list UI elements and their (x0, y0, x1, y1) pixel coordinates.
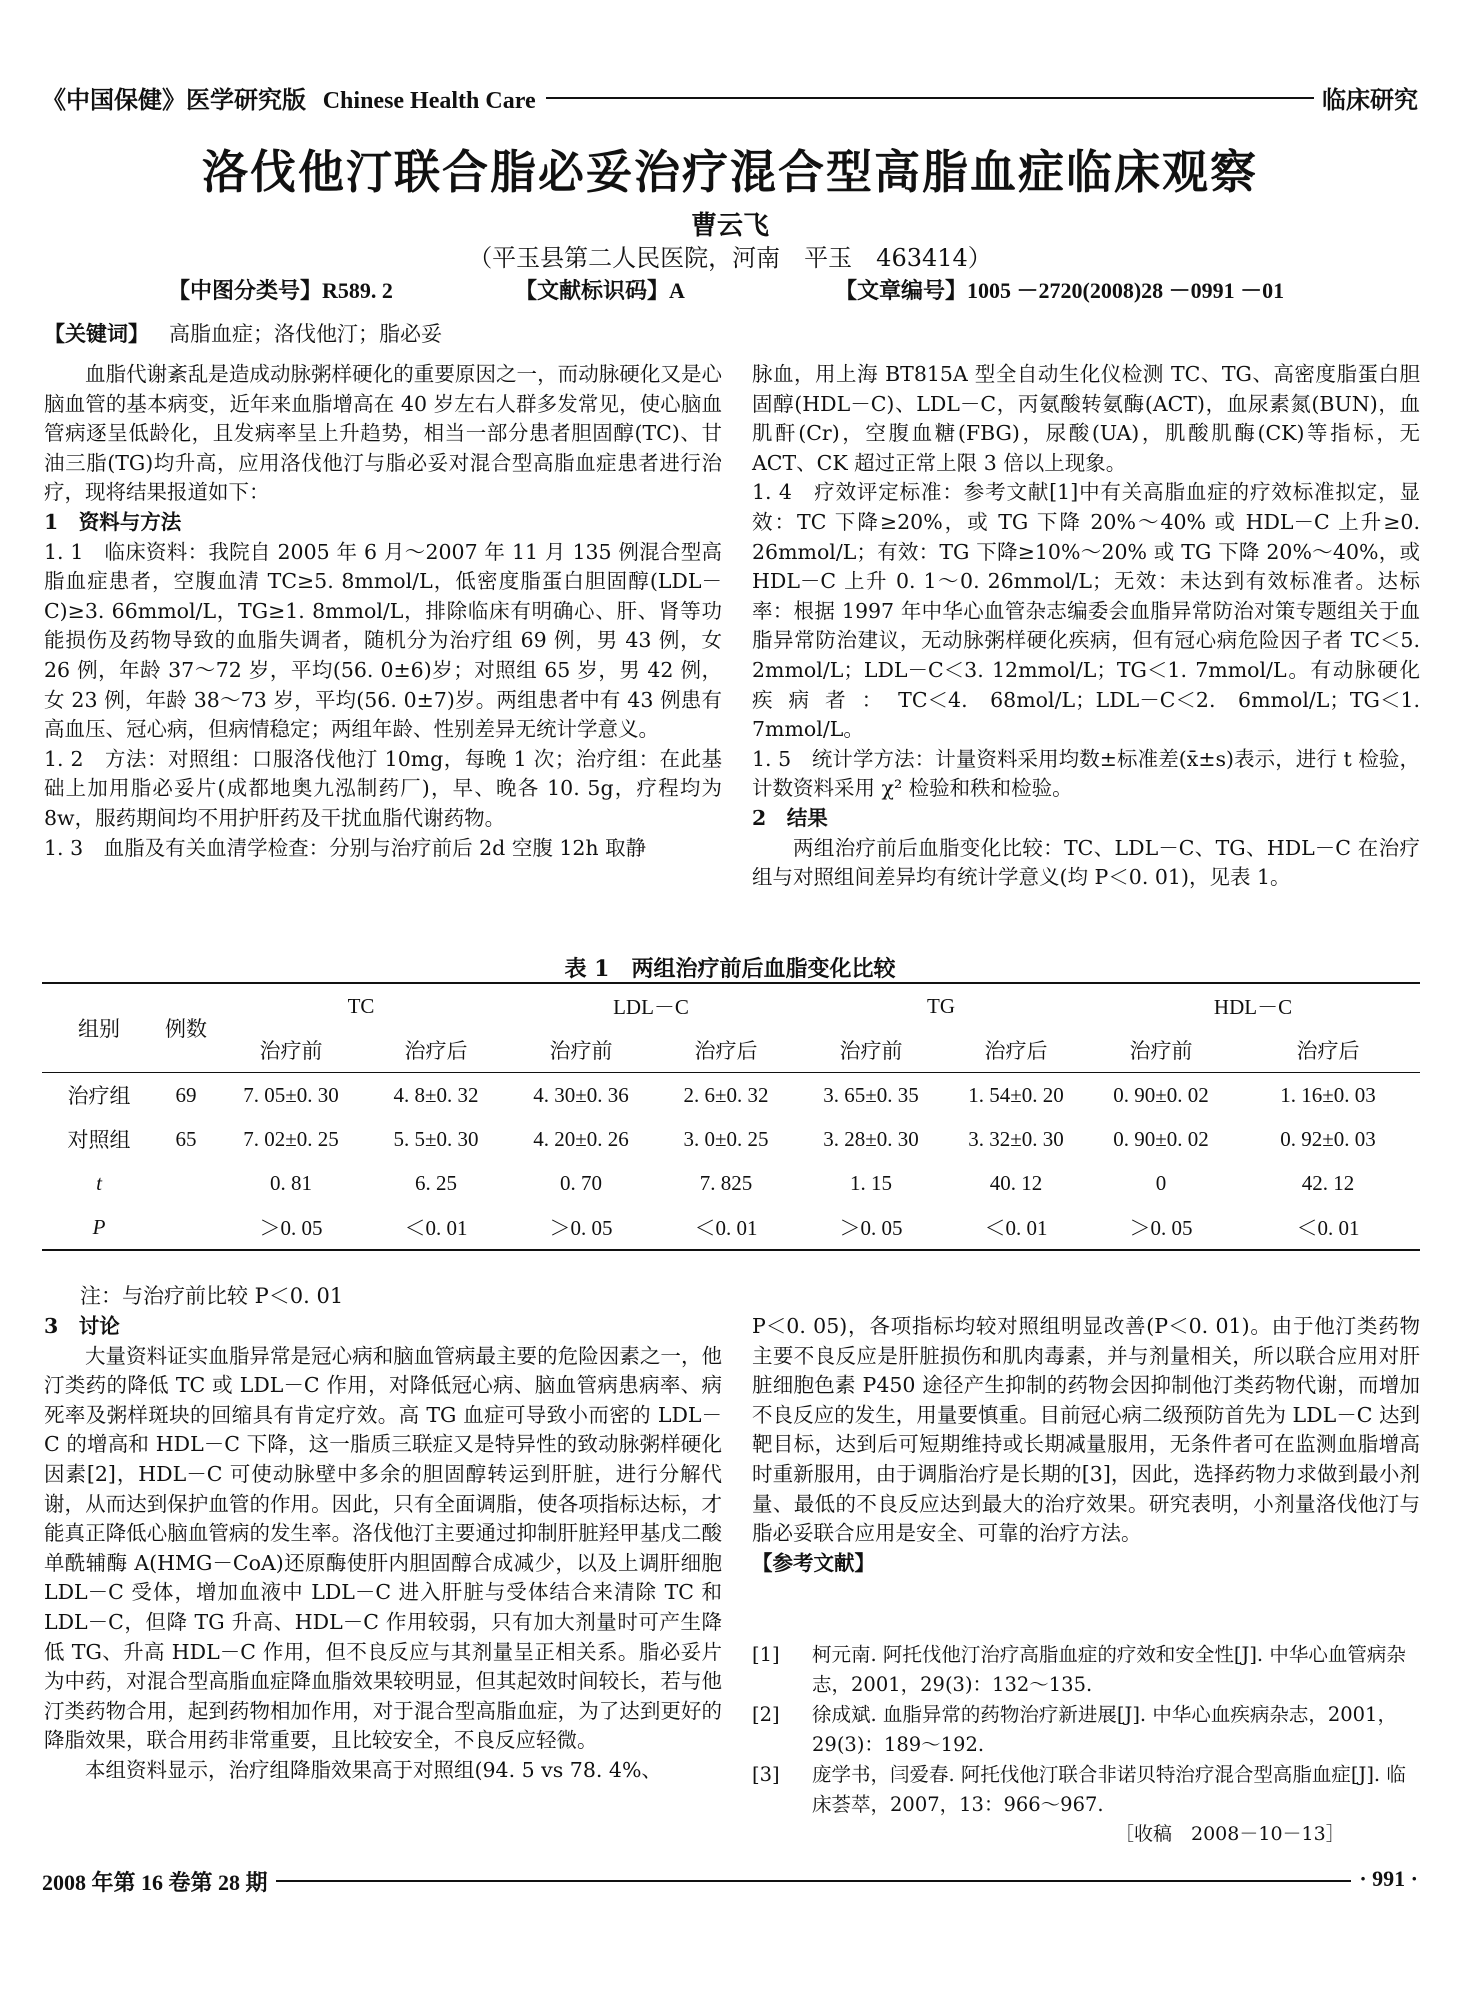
paragraph: 1. 4 疗效评定标准：参考文献[1]中有关高脂血症的疗效标准拟定，显效：TC 下降≥20%，或 TG 下降 20%～40% 或 HDL－C 上升≥0. 26mmol/L；有效：TG 下降≥10%～20% 或 TG 下降 20%～40%，或 HDL－C 上升 0. 1～0. 26mmol/L；无效：未达到有效标准者。达标率：根据 1997 年中华心血管杂志编委会血脂异常防治对策专题组关于血脂异常防治建议，无动脉粥样硬化疾病，但有冠心病危险因子者 TC＜5. 2mmol/L；LDL－C＜3. 12mmol/L；TG＜1. 7mmol/L。有动脉硬化疾病者：TC＜4. 68mol/L；LDL－C＜2. 6mmol/L；TG＜1. 7mmol/L。 (752, 480, 1420, 742)
table-row (42, 1161, 1420, 1205)
table-cell: 1. 15 (850, 1170, 892, 1195)
subheader-before: 治疗前 (216, 1028, 366, 1073)
article-number: 【文章编号】1005 －2720(2008)28 －0991 －01 (835, 278, 1285, 303)
document-code: 【文献标识码】A (515, 278, 685, 303)
reference-item (752, 1640, 1420, 1700)
left-column-lower (44, 1312, 722, 1786)
header-group: 组别 (42, 983, 156, 1073)
row-count (156, 1205, 216, 1250)
section-name: 临床研究 (1314, 80, 1418, 115)
table-cell: 40. 12 (989, 1170, 1043, 1195)
table-cell: 3. 65±0. 35 (823, 1082, 919, 1107)
lipid-comparison-table (42, 982, 1420, 1251)
clc-number: 【中图分类号】R589. 2 (168, 278, 393, 303)
table-row (42, 1205, 1420, 1250)
subheader-after: 治疗后 (366, 1028, 506, 1073)
reference-text: 柯元南. 阿托伐他汀治疗高脂血症的疗效和安全性[J]. 中华心血管病杂志，2001，29(3)：132～135. (812, 1643, 1406, 1696)
subheader-before: 治疗前 (796, 1028, 946, 1073)
reference-text: 徐成斌. 血脂异常的药物治疗新进展[J]. 中华心血疾病杂志，2001，29(3)：189～192. (812, 1703, 1397, 1756)
table-cell: 5. 5±0. 30 (393, 1126, 479, 1151)
reference-item (752, 1700, 1420, 1760)
table-cell: 4. 30±0. 36 (533, 1082, 629, 1107)
subheader-before: 治疗前 (506, 1028, 656, 1073)
table-cell: 0. 70 (560, 1170, 602, 1195)
keywords-label: 【关键词】 (44, 321, 149, 346)
table-row (42, 1073, 1420, 1118)
paragraph: 大量资料证实血脂异常是冠心病和脑血管病最主要的危险因素之一，他汀类药的降低 TC 或 LDL－C 作用，对降低冠心病、脑血管病患病率、病死率及粥样斑块的回缩具有肯定疗效。高 TG 血症可导致小而密的 LDL－C 的增高和 HDL－C 下降，这一脂质三联症又是特异性的致动脉粥样硬化因素[2]，HDL－C 可使动脉壁中多余的胆固醇转运到肝脏，进行分解代谢，从而达到保护血管的作用。因此，只有全面调脂，使各项指标达标，才能真正降低心脑血管病的发生率。洛伐他汀主要通过抑制肝脏羟甲基戊二酸单酰辅酶 A(HMG－CoA)还原酶使肝内胆固醇合成减少，以及上调肝细胞 LDL－C 受体，增加血液中 LDL－C 进入肝脏与受体结合来清除 TC 和 LDL－C，但降 TG 升高、HDL－C 作用较弱，只有加大剂量时可产生降低 TG、升高 HDL－C 作用，但不良反应与其剂量呈正相关系。脂必妥片为中药，对混合型高脂血症降血脂效果较明显，但其起效时间较长，若与他汀类药物合用，起到药物相加作用，对于混合型高脂血症，为了达到更好的降脂效果，联合用药非常重要，且比较安全，不良反应轻微。 (44, 1343, 722, 1753)
table-cell: ＞0. 05 (1086, 1205, 1236, 1250)
table-cell: 3. 0±0. 25 (683, 1126, 769, 1151)
keywords-text: 高脂血症；洛伐他汀；脂必妥 (169, 322, 443, 346)
header-hdl: HDL－C (1086, 983, 1420, 1028)
paragraph: 两组治疗前后血脂变化比较：TC、LDL－C、TG、HDL－C 在治疗组与对照组间差异均有统计学意义(均 P＜0. 01)，见表 1。 (752, 835, 1420, 890)
paragraph: 脉血，用上海 BT815A 型全自动生化仪检测 TC、TG、高密度脂蛋白胆固醇(HDL－C)、LDL－C，丙氨酸转氨酶(ACT)，血尿素氮(BUN)，血肌酐(Cr)，空腹血糖(FBG)，尿酸(UA)，肌酸肌酶(CK)等指标，无 ACT、CK 超过正常上限 3 倍以上现象。 (752, 362, 1420, 475)
table-cell: 1. 16±0. 03 (1280, 1082, 1376, 1107)
row-label: 对照组 (67, 1128, 131, 1152)
issue-info: 2008 年第 16 卷第 28 期 (42, 1866, 276, 1897)
table-cell: ＜0. 01 (946, 1205, 1086, 1250)
table-cell: 6. 25 (415, 1170, 457, 1195)
row-label: 治疗组 (67, 1084, 131, 1108)
header-count: 例数 (156, 983, 216, 1073)
table-cell: ＞0. 05 (216, 1205, 366, 1250)
reference-item (752, 1760, 1420, 1820)
keywords (44, 318, 442, 348)
author-affiliation: （平玉县第二人民医院，河南 平玉 463414） (468, 244, 992, 272)
table-cell: 4. 8±0. 32 (393, 1082, 479, 1107)
table-cell: 7. 05±0. 30 (243, 1082, 339, 1107)
table-cell: 3. 28±0. 30 (823, 1126, 919, 1151)
right-column-upper (752, 360, 1420, 893)
header-ldl: LDL－C (506, 983, 796, 1028)
reference-text: 庞学书，闫爱春. 阿托伐他汀联合非诺贝特治疗混合型高脂血症[J]. 临床荟萃，2007，13：966～967. (812, 1763, 1406, 1816)
left-column-upper (44, 360, 722, 863)
paragraph: 本组资料显示，治疗组降脂效果高于对照组(94. 5 vs 78. 4%、 (85, 1757, 662, 1782)
header-tg: TG (796, 983, 1086, 1028)
paragraph: 1. 2 方法：对照组：口服洛伐他汀 10mg，每晚 1 次；治疗组：在此基础上加用脂必妥片(成都地奥九泓制药厂)，早、晚各 10. 5g，疗程均为 8w，服药期间均不用护肝药及干扰血脂代谢药物。 (44, 746, 722, 830)
reference-number: [1] (752, 1643, 780, 1666)
header-tc: TC (216, 983, 506, 1028)
table-cell: 0. 81 (270, 1170, 312, 1195)
paragraph: 1. 3 血脂及有关血清学检查：分别与治疗前后 2d 空腹 12h 取静 (44, 835, 647, 860)
section-heading: 1 资料与方法 (44, 509, 182, 534)
table-row (42, 1117, 1420, 1161)
table-cell: 0. 90±0. 02 (1113, 1126, 1209, 1151)
row-label: P (42, 1205, 156, 1250)
journal-name (42, 80, 546, 115)
paragraph: 1. 5 统计学方法：计量资料采用均数±标准差(x̄±s)表示，进行 t 检验，计数资料采用 χ² 检验和秩和检验。 (752, 746, 1420, 801)
table-cell: 0. 90±0. 02 (1113, 1082, 1209, 1107)
table-cell: 3. 32±0. 30 (968, 1126, 1064, 1151)
table-cell: 42. 12 (1301, 1170, 1355, 1195)
page-number: · 991 · (1351, 1866, 1418, 1892)
section-heading: 2 结果 (752, 805, 828, 830)
subheader-after: 治疗后 (946, 1028, 1086, 1073)
paragraph: P＜0. 05)，各项指标均较对照组明显改善(P＜0. 01)。由于他汀类药物主要不良反应是肝脏损伤和肌肉毒素，并与剂量相关，所以联合应用对肝脏细胞色素 P450 途径产生抑制的药物会因抑制他汀类药物代谢，而增加不良反应的发生，用量要慎重。目前冠心病二级预防首先为 LDL－C 达到靶目标，达到后可短期维持或长期减量服用，无条件者可在监测血脂增高时重新服用，由于调脂治疗是长期的[3]，因此，选择药物力求做到最小剂量、最低的不良反应达到最大的治疗效果。研究表明，小剂量洛伐他汀与脂必妥联合应用是安全、可靠的治疗方法。 (752, 1314, 1420, 1546)
received-date: ［收稿 2008－10－13］ (1115, 1823, 1345, 1845)
row-label: t (96, 1170, 102, 1195)
reference-list (752, 1640, 1420, 1820)
subheader-before: 治疗前 (1086, 1028, 1236, 1073)
table-cell: 1. 54±0. 20 (968, 1082, 1064, 1107)
section-heading: 【参考文献】 (752, 1550, 875, 1575)
reference-number: [2] (752, 1703, 780, 1726)
paragraph: 血脂代谢紊乱是造成动脉粥样硬化的重要原因之一，而动脉硬化又是心脑血管的基本病变，近年来血脂增高在 40 岁左右人群多发常见，使心脑血管病逐呈低龄化，且发病率呈上升趋势，相当一部分患者胆固醇(TC)、甘油三脂(TG)均升高，应用洛伐他汀与脂必妥对混合型高脂血症患者进行治疗，现将结果报道如下： (44, 362, 722, 505)
article-title: 洛伐他汀联合脂必妥治疗混合型高脂血症临床观察 (202, 145, 1258, 199)
reference-number: [3] (752, 1763, 780, 1786)
subheader-row (42, 1028, 1420, 1073)
right-column-lower (752, 1312, 1420, 1578)
table-cell: ＜0. 01 (366, 1205, 506, 1250)
section-heading: 3 讨论 (44, 1314, 120, 1338)
table-cell: 0. 92±0. 03 (1280, 1126, 1376, 1151)
row-count (156, 1161, 216, 1205)
table-cell: ＞0. 05 (796, 1205, 946, 1250)
table-cell: 7. 825 (699, 1170, 753, 1195)
table-cell: ＞0. 05 (506, 1205, 656, 1250)
table-cell: ＜0. 01 (656, 1205, 796, 1250)
table-cell: 0 (1155, 1170, 1167, 1195)
subheader-after: 治疗后 (1236, 1028, 1420, 1073)
table-note: 注：与治疗前比较 P＜0. 01 (80, 1284, 344, 1308)
row-count: 65 (175, 1126, 197, 1151)
table-cell: ＜0. 01 (1236, 1205, 1420, 1250)
table-cell: 2. 6±0. 32 (683, 1082, 769, 1107)
table-cell: 4. 20±0. 26 (533, 1126, 629, 1151)
journal-title-en: Chinese Health Care (322, 88, 536, 114)
table-caption: 表 1 两组治疗前后血脂变化比较 (564, 956, 896, 982)
paragraph: 1. 1 临床资料：我院自 2005 年 6 月～2007 年 11 月 135 例混合型高脂血症患者，空腹血清 TC≥5. 8mmol/L，低密度脂蛋白胆固醇(LDL－C)≥3. 66mmol/L，TG≥1. 8mmol/L，排除临床有明确心、肝、肾等功能损伤及药物导致的血脂失调者，随机分为治疗组 69 例，男 43 例，女 26 例，年龄 37～72 岁，平均(56. 0±6)岁；对照组 65 岁，男 42 例，女 23 例，年龄 38～73 岁，平均(56. 0±7)岁。两组患者中有 43 例患有高血压、冠心病，但病情稳定；两组年龄、性别差异无统计学意义。 (44, 539, 722, 742)
journal-title-cn: 《中国保健》医学研究版 (42, 85, 306, 114)
subheader-after: 治疗后 (656, 1028, 796, 1073)
author-name: 曹云飞 (690, 211, 769, 241)
table-cell: 7. 02±0. 25 (243, 1126, 339, 1151)
row-count: 69 (175, 1082, 197, 1107)
page-footer (42, 1866, 1418, 1896)
running-header (42, 80, 1418, 114)
